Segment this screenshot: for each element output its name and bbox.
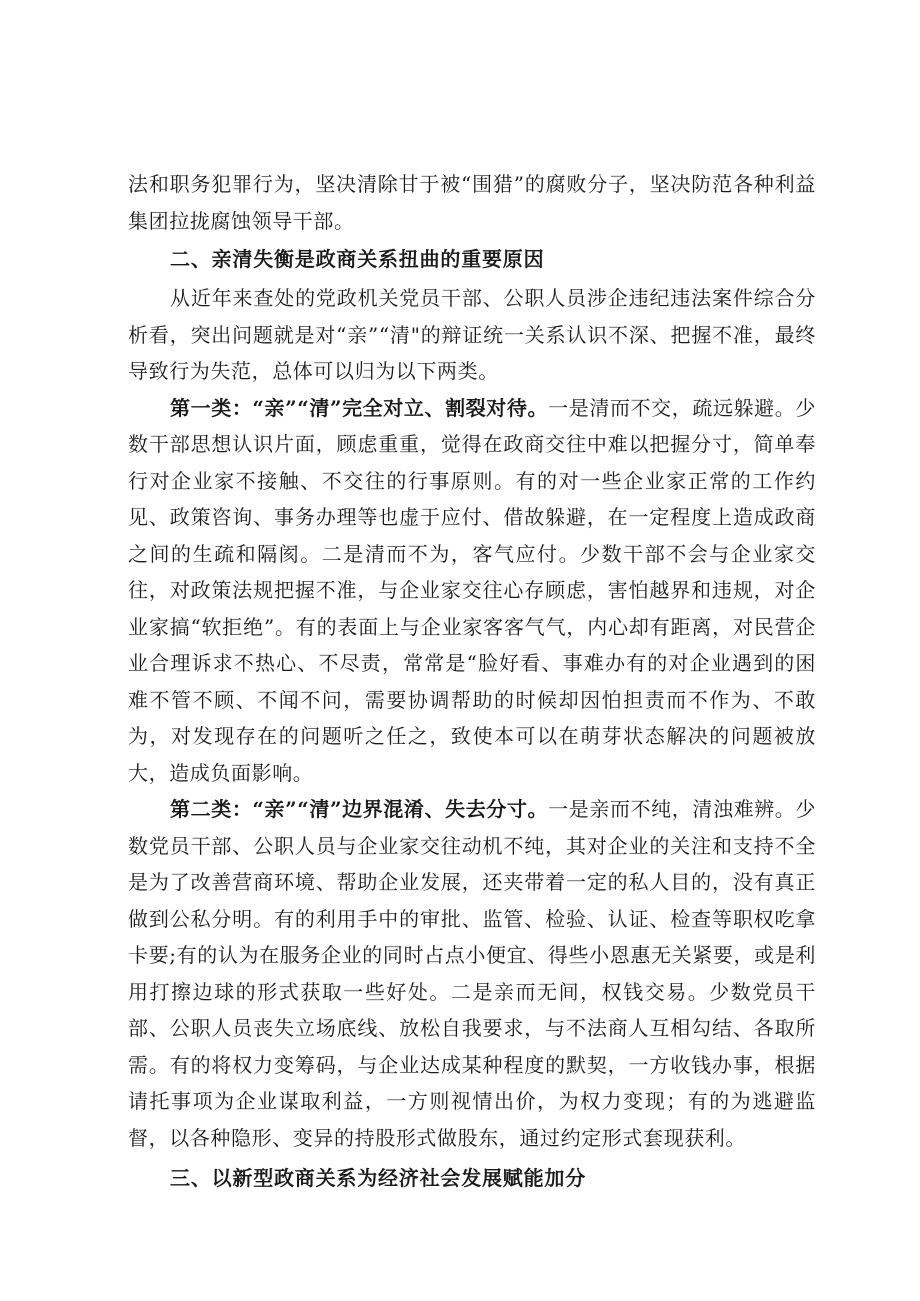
section-heading-2: 二、亲清失衡是政商关系扭曲的重要原因 — [170, 247, 545, 271]
document-body — [128, 166, 816, 1199]
category-one-lead: 第一类：“亲”“清”完全对立、割裂对待。 — [170, 395, 549, 420]
paragraph-category-one — [128, 390, 816, 792]
paragraph-analysis: 从近年来查处的党政机关党员干部、公职人员涉企违纪违法案件综合分析看，突出问题就是对“亲”“清"的辩证统一关系认识不深、把握不准，最终导致行为失范，总体可以归为以下两类。 — [128, 286, 816, 383]
paragraph-continuation: 法和职务犯罪行为，坚决清除甘于被“围猎”的腐败分子，坚决防范各种利益集团拉拢腐蚀领导干部。 — [128, 172, 816, 233]
section-heading-3: 三、以新型政商关系为经济社会发展赋能加分 — [170, 1166, 586, 1190]
category-two-lead: 第二类：“亲”“清”边界混淆、失去分寸。 — [170, 797, 549, 821]
category-two-body: 一是亲而不纯，清浊难辨。少数党员干部、公职人员与企业家交往动机不纯，其对企业的关注和支持不全是为了改善营商环境、帮助企业发展，还夹带着一定的私人目的，没有真正做到公私分明。有的利用手中的审批、监管、检验、认证、检查等职权吃拿卡要;有的认为在服务企业的同时占点小便宜、得些小恩惠无关紧要，或是利用打擦边球的形式获取一些好处。二是亲而无间，权钱交易。少数党员干部、公职人员丧失立场底线、放松自我要求，与不法商人互相勾结、各取所需。有的将权力变筹码，与企业达成某种程度的默契，一方收钱办事，根据请托事项为企业谋取利益，一方则视情出价，为权力变现；有的为逃避监督，以各种隐形、变异的持股形式做股东，通过约定形式套现获利。 — [128, 797, 816, 1150]
paragraph-category-two — [128, 791, 816, 1156]
category-one-body: 一是清而不交，疏远躲避。少数干部思想认识片面，顾虑重重，觉得在政商交往中难以把握分寸，简单奉行对企业家不接触、不交往的行事原则。有的对一些企业家正常的工作约见、政策咨询、事务办理等也虚于应付、借故躲避，在一定程度上造成政商之间的生疏和隔阂。二是清而不为，客气应付。少数干部不会与企业家交往，对政策法规把握不准，与企业家交往心存顾虑，害怕越界和违规，对企业家搞“软拒绝”。有的表面上与企业家客客气气，内心却有距离，对民营企业合理诉求不热心、不尽责，常常是“脸好看、事难办有的对企业遇到的困难不管不顾、不闻不问，需要协调帮助的时候却因怕担责而不作为、不敢为，对发现存在的问题听之任之，致使本可以在萌芽状态解决的问题被放大，造成负面影响。 — [128, 395, 816, 785]
